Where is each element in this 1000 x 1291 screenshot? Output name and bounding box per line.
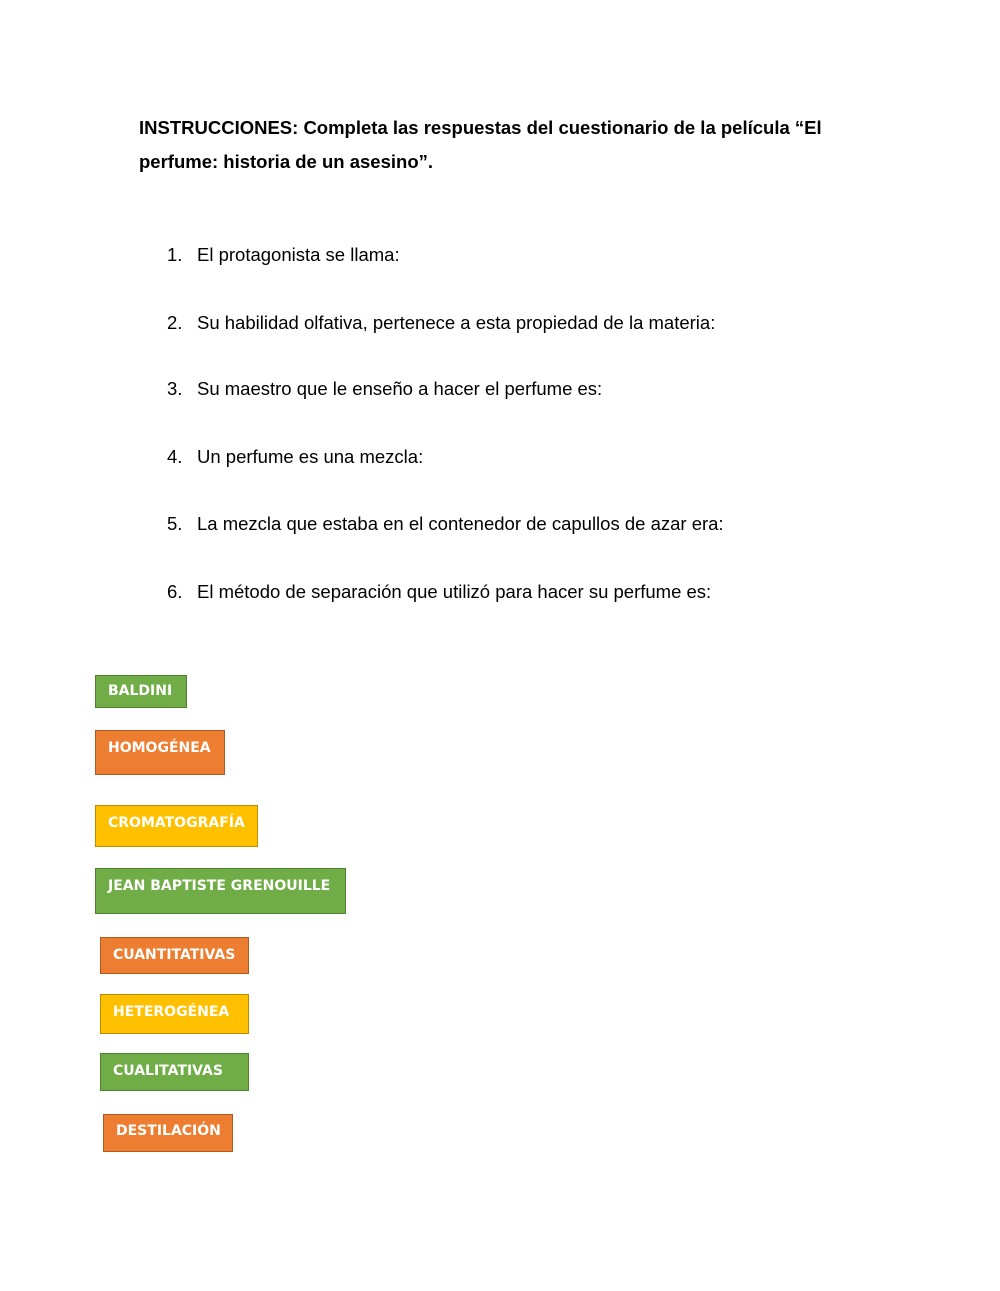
question-text: La mezcla que estaba en el contenedor de capullos de azar era: xyxy=(197,513,724,534)
question-5 xyxy=(167,512,724,536)
question-1 xyxy=(167,243,400,267)
question-number: 6. xyxy=(167,581,183,602)
question-text: El método de separación que utilizó para hacer su perfume es: xyxy=(197,581,712,602)
question-6 xyxy=(167,580,711,604)
question-text: El protagonista se llama: xyxy=(197,244,400,265)
question-number: 5. xyxy=(167,513,183,534)
question-text: Su habilidad olfativa, pertenece a esta propiedad de la materia: xyxy=(197,312,716,333)
question-3 xyxy=(167,377,602,401)
question-number: 2. xyxy=(167,312,183,333)
question-number: 1. xyxy=(167,244,183,265)
question-4 xyxy=(167,445,423,469)
question-text: Un perfume es una mezcla: xyxy=(197,446,424,467)
answer-tag-cuantitativas[interactable]: CUANTITATIVAS xyxy=(100,937,249,974)
answer-tag-destilacion[interactable]: DESTILACIÓN xyxy=(103,1114,233,1152)
answer-tag-jean-baptiste-grenouille[interactable]: JEAN BAPTISTE GRENOUILLE xyxy=(95,868,346,914)
answer-tag-cualitativas[interactable]: CUALITATIVAS xyxy=(100,1053,249,1091)
instructions-text: INSTRUCCIONES: Completa las respuestas del cuestionario de la película “El perfume: historia de un asesino”. xyxy=(139,117,822,172)
question-number: 4. xyxy=(167,446,183,467)
answer-tag-baldini[interactable]: BALDINI xyxy=(95,675,187,708)
question-2 xyxy=(167,311,715,335)
answer-tag-homogenea[interactable]: HOMOGÉNEA xyxy=(95,730,225,775)
answer-tag-cromatografia[interactable]: CROMATOGRAFÍA xyxy=(95,805,258,847)
answer-tag-heterogenea[interactable]: HETEROGÉNEA xyxy=(100,994,249,1034)
question-number: 3. xyxy=(167,378,183,399)
question-text: Su maestro que le enseño a hacer el perfume es: xyxy=(197,378,603,399)
